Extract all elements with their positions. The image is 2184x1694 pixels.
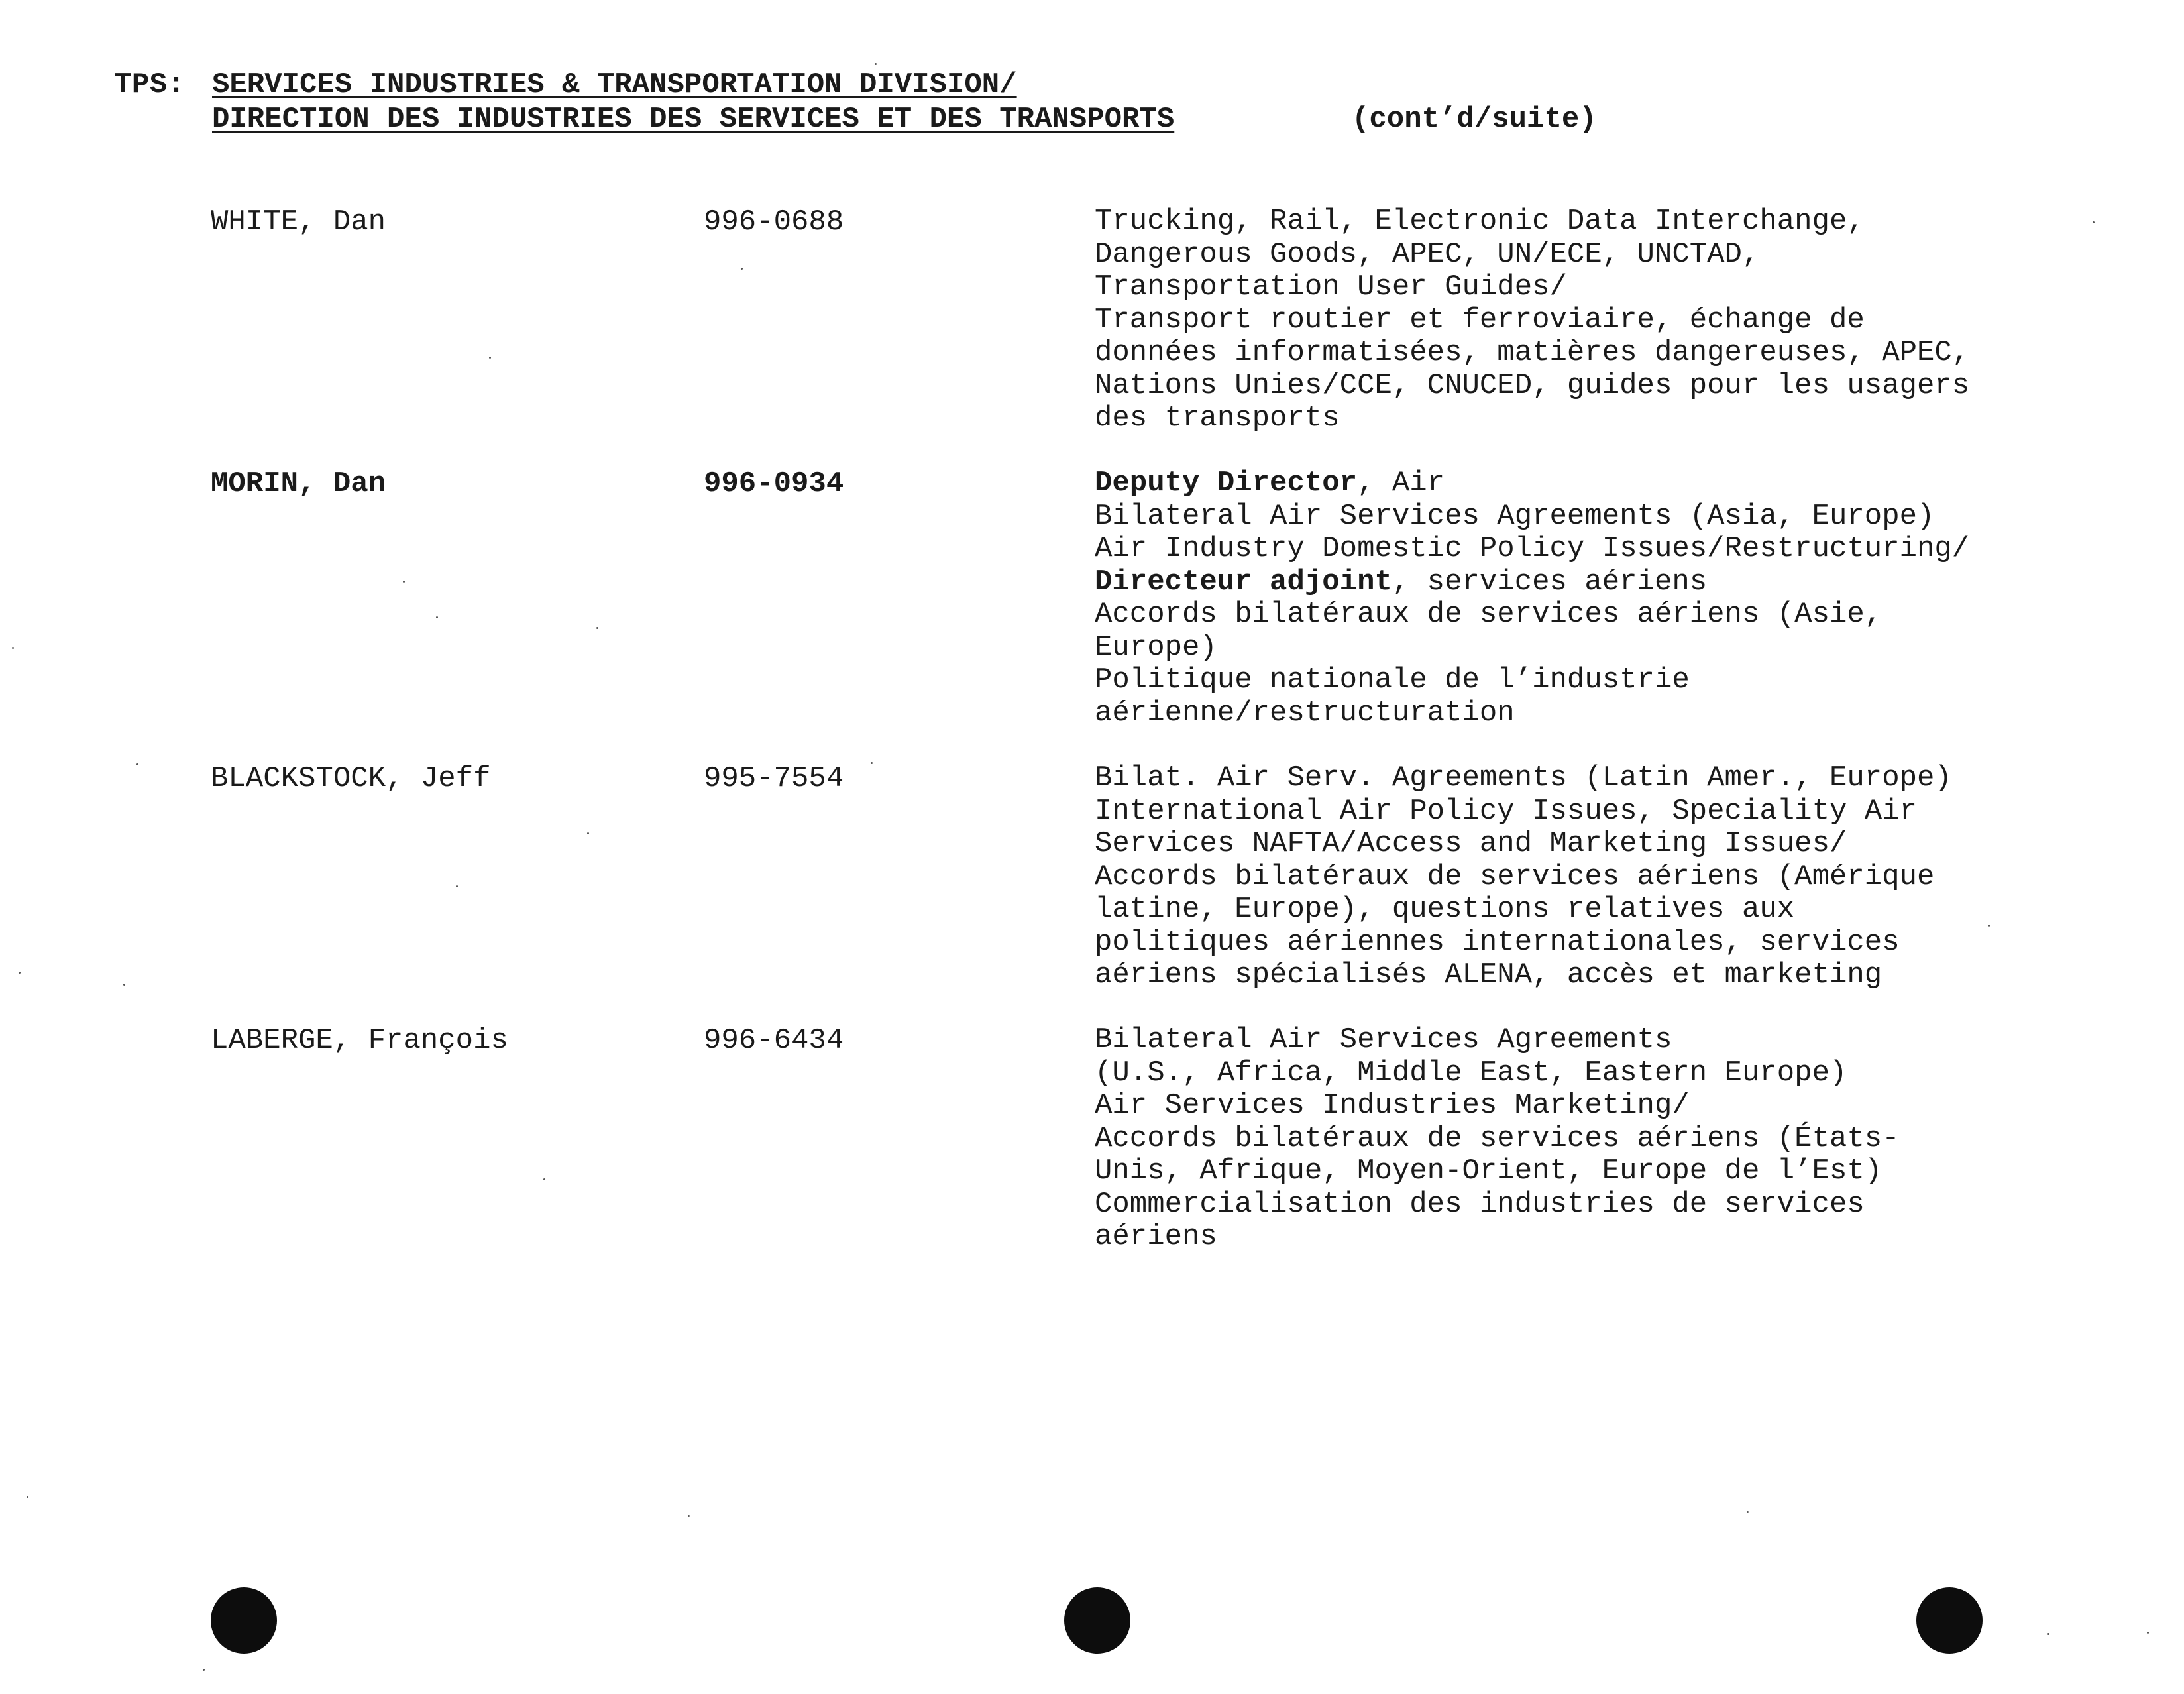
description-line: (U.S., Africa, Middle East, Eastern Europe) — [1095, 1056, 1847, 1090]
scan-speck — [2093, 221, 2095, 223]
description-line: Bilateral Air Services Agreements (Asia, Europe) — [1095, 499, 1935, 533]
punch-hole-left — [211, 1587, 277, 1654]
scan-speck — [587, 832, 589, 834]
scan-speck — [203, 1669, 205, 1671]
scan-speck — [456, 885, 458, 887]
entry-description — [1095, 1024, 2155, 1254]
scan-speck — [12, 647, 14, 649]
description-line: Transport routier et ferroviaire, échange de — [1095, 303, 1865, 337]
description-line — [1095, 467, 2155, 500]
description-line: Dangerous Goods, APEC, UN/ECE, UNCTAD, — [1095, 237, 1760, 271]
scan-speck — [1747, 1511, 1749, 1513]
punch-hole-right — [1916, 1587, 1983, 1654]
role-title-fr: Directeur adjoint — [1095, 565, 1392, 598]
description-line: Accords bilatéraux de services aériens (Amérique — [1095, 860, 1935, 893]
entry-name: BLACKSTOCK, Jeff — [211, 762, 491, 795]
description-line: Politique nationale de l’industrie — [1095, 663, 1690, 697]
description-line: Nations Unies/CCE, CNUCED, guides pour les usagers — [1095, 368, 1970, 402]
role-rest-en: , Air — [1357, 467, 1445, 500]
header-prefix: TPS: — [114, 68, 186, 101]
entry-phone: 996-0688 — [704, 205, 844, 239]
role-rest-fr: , services aériens — [1392, 565, 1708, 598]
description-line: aérienne/restructuration — [1095, 696, 1515, 730]
header-continued: (cont’d/suite) — [1352, 103, 1597, 136]
scan-speck — [123, 984, 125, 986]
entry-description — [1095, 205, 2155, 435]
scan-speck — [741, 268, 743, 270]
description-line: politiques aériennes internationales, services — [1095, 925, 1900, 959]
scan-speck — [436, 616, 438, 618]
entry-name: MORIN, Dan — [211, 467, 386, 500]
scan-speck — [875, 63, 877, 65]
entry-phone: 996-0934 — [704, 467, 844, 500]
entry-phone: 996-6434 — [704, 1024, 844, 1057]
scan-speck — [19, 972, 21, 974]
scan-speck — [27, 1496, 28, 1498]
header-title-line-1: SERVICES INDUSTRIES & TRANSPORTATION DIVISION/ — [212, 68, 1017, 101]
description-line: Services NAFTA/Access and Marketing Issues/ — [1095, 827, 1847, 860]
entry-description — [1095, 467, 2155, 730]
description-line: aériens — [1095, 1220, 1217, 1253]
description-line: latine, Europe), questions relatives aux — [1095, 893, 1795, 926]
scan-speck — [596, 627, 598, 629]
description-line: Europe) — [1095, 630, 1217, 664]
scan-speck — [2147, 1632, 2149, 1634]
description-line: Bilat. Air Serv. Agreements (Latin Amer., Europe) — [1095, 762, 1952, 795]
description-line: International Air Policy Issues, Speciality Air — [1095, 794, 1918, 828]
description-line: Air Services Industries Marketing/ — [1095, 1089, 1690, 1122]
scan-speck — [1988, 925, 1990, 927]
description-line: Transportation User Guides/ — [1095, 270, 1567, 304]
description-line: aériens spécialisés ALENA, accès et marketing — [1095, 958, 1883, 991]
scan-speck — [136, 763, 138, 765]
entry-name: WHITE, Dan — [211, 205, 386, 239]
description-line: Air Industry Domestic Policy Issues/Restructuring/ — [1095, 532, 1970, 565]
description-line: Bilateral Air Services Agreements — [1095, 1023, 1672, 1056]
header-title-line-2: DIRECTION DES INDUSTRIES DES SERVICES ET DES TRANSPORTS — [212, 103, 1175, 136]
description-line: données informatisées, matières dangereuses, APEC, — [1095, 336, 1970, 369]
scan-speck — [688, 1515, 690, 1517]
scan-speck — [543, 1178, 545, 1180]
entry-phone: 995-7554 — [704, 762, 844, 795]
description-line: Unis, Afrique, Moyen-Orient, Europe de l’Est) — [1095, 1155, 1883, 1188]
role-title-en: Deputy Director — [1095, 467, 1358, 500]
description-line: des transports — [1095, 402, 1340, 435]
entry-description — [1095, 762, 2155, 992]
description-line: Trucking, Rail, Electronic Data Interchange, — [1095, 205, 1865, 238]
description-line — [1095, 566, 2155, 599]
description-line: Accords bilatéraux de services aériens (Asie, — [1095, 598, 1883, 631]
scan-speck — [489, 357, 491, 359]
punch-hole-center — [1064, 1587, 1130, 1654]
scan-speck — [2048, 1633, 2049, 1635]
header-title — [212, 68, 1174, 137]
entry-name: LABERGE, François — [211, 1024, 508, 1057]
scan-speck — [403, 581, 405, 583]
description-line: Commercialisation des industries de services — [1095, 1187, 1865, 1221]
scan-speck — [871, 762, 873, 764]
description-line: Accords bilatéraux de services aériens (États- — [1095, 1121, 1900, 1155]
